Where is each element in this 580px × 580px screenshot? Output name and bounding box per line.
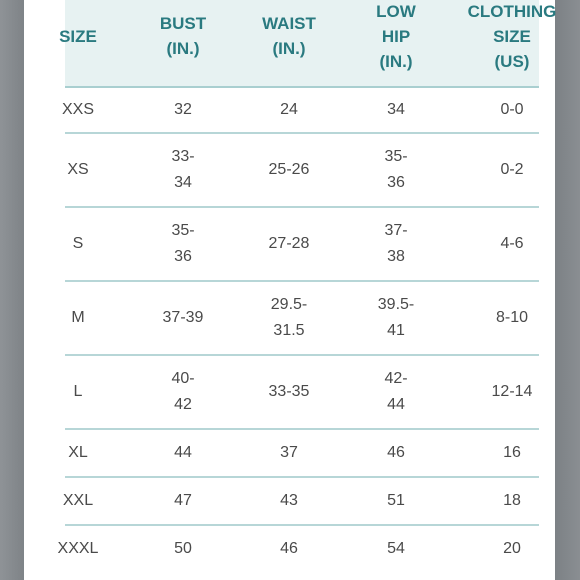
cell-size: XXXL — [57, 540, 99, 557]
table-header — [59, 0, 557, 88]
cell-clothing-size: 8-10 — [495, 309, 529, 326]
cell-low-hip: 42- 44 — [384, 370, 408, 413]
cell-low-hip: 34 — [387, 101, 405, 118]
cell-clothing-size: 18 — [503, 492, 521, 509]
cell-bust: 44 — [174, 444, 192, 461]
cell-bust: 32 — [174, 101, 192, 118]
cell-size: XXL — [62, 492, 94, 509]
cell-bust: 37-39 — [162, 309, 204, 326]
cell-bust: 40- 42 — [171, 370, 195, 413]
cell-clothing-size: 16 — [503, 444, 521, 461]
size-chart-table — [57, 0, 557, 580]
cell-bust: 50 — [174, 540, 192, 557]
cell-bust: 33- 34 — [171, 148, 195, 191]
cell-clothing-size: 0-2 — [500, 161, 524, 178]
cell-low-hip: 37- 38 — [384, 222, 408, 265]
cell-low-hip: 54 — [387, 540, 405, 557]
cell-low-hip: 46 — [387, 444, 405, 461]
cell-clothing-size: 4-6 — [500, 235, 524, 252]
cell-size: XXS — [61, 101, 94, 118]
header-waist: WAIST (IN.) — [262, 14, 316, 58]
cell-waist: 43 — [280, 492, 298, 509]
cell-waist: 37 — [280, 444, 298, 461]
cell-bust: 35- 36 — [171, 222, 195, 265]
cell-size: S — [72, 235, 84, 252]
cell-waist: 25-26 — [268, 161, 310, 178]
cell-clothing-size: 12-14 — [491, 383, 533, 400]
header-low-hip: LOW HIP (IN.) — [376, 1, 416, 71]
cell-size: M — [71, 309, 85, 326]
header-size: SIZE — [59, 26, 97, 46]
header-clothing-size: CLOTHING SIZE (US) — [467, 1, 557, 71]
cell-waist: 46 — [280, 540, 298, 557]
cell-low-hip: 35- 36 — [384, 148, 408, 191]
cell-size: L — [73, 383, 83, 400]
cell-size: XS — [67, 161, 89, 178]
header-bust: BUST (IN.) — [159, 14, 207, 58]
cell-clothing-size: 20 — [503, 540, 521, 557]
cell-waist: 27-28 — [268, 235, 310, 252]
size-chart-card — [24, 0, 555, 580]
cell-size: XL — [68, 444, 88, 461]
cell-clothing-size: 0-0 — [500, 101, 524, 118]
cell-bust: 47 — [174, 492, 192, 509]
cell-low-hip: 51 — [387, 492, 405, 509]
cell-waist: 33-35 — [268, 383, 310, 400]
cell-waist: 24 — [280, 101, 298, 118]
cell-waist: 29.5- 31.5 — [270, 296, 308, 339]
cell-low-hip: 39.5- 41 — [377, 296, 415, 339]
